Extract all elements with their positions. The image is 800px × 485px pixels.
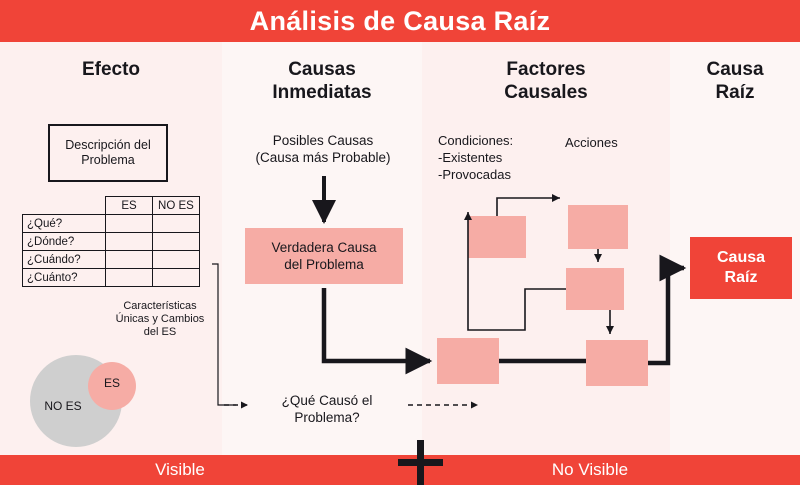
column-heading-immediate-line1: Causas [288,59,356,80]
table-cell-no-es [152,251,199,269]
root-cause-line1: Causa [716,249,766,266]
column-band-factors [422,42,670,485]
factor-box-5 [586,340,648,386]
characteristics-note-line3: del ES [143,326,177,338]
conditions-label-line3: -Provocadas [438,167,511,182]
table-cell-es [106,215,153,233]
conditions-label-line1: Condiciones: [438,133,514,148]
table-cell-no-es [152,233,199,251]
footer-label-not-visible: No Visible [551,460,629,479]
actions-label: Acciones [565,135,618,150]
column-heading-immediate [222,58,422,104]
factor-box-4 [437,338,499,384]
characteristics-note-line1: Características [123,300,197,312]
table-header-no-es: NO ES [152,197,199,215]
column-heading-factors-line1: Factores [506,59,586,80]
table-row [23,269,200,287]
page-title: Análisis de Causa Raíz [249,6,551,36]
possible-causes-line2: (Causa más Probable) [255,150,391,165]
table-header-es: ES [106,197,153,215]
venn-label-es: ES [103,376,120,390]
table-cell-label: ¿Dónde? [23,233,106,251]
table-cell-es [106,233,153,251]
characteristics-note [100,300,220,339]
what-caused-question-line2: Problema? [294,410,360,425]
true-cause-line1: Verdadera Causa [271,240,377,255]
true-cause-box [245,228,403,284]
venn-label-no-es: NO ES [44,399,82,413]
conditions-label-line2: -Existentes [438,150,503,165]
column-heading-factors [422,58,670,104]
column-heading-factors-line2: Causales [504,82,588,103]
root-cause-line2: Raíz [724,269,758,286]
table-row [23,233,200,251]
column-heading-root [670,58,800,104]
plus-icon-cross [398,459,443,466]
factor-box-1 [468,216,526,258]
problem-description-line1: Descripción del [65,138,151,152]
problem-description-box [48,124,168,182]
factor-box-3 [566,268,624,310]
table-cell-label: ¿Cuándo? [23,251,106,269]
conditions-label [438,132,558,183]
table-cell-es [106,269,153,287]
column-heading-immediate-line2: Inmediatas [272,82,372,103]
column-heading-root-line2: Raíz [715,82,755,103]
table-row [23,251,200,269]
footer-label-visible: Visible [155,460,205,479]
factor-box-2 [568,205,628,249]
table-cell-label: ¿Qué? [23,215,106,233]
table-header-row [23,197,200,215]
characteristics-note-line2: Únicas y Cambios [115,313,205,325]
column-heading-effect: Efecto [81,59,141,80]
what-caused-question-line1: ¿Qué Causó el [281,393,373,408]
true-cause-line2: del Problema [284,257,364,272]
what-caused-question [252,392,402,426]
possible-causes-label [238,132,408,166]
is-isnot-table [22,196,200,287]
table-cell-es [106,251,153,269]
root-cause-box [690,237,792,299]
possible-causes-line1: Posibles Causas [272,133,374,148]
problem-description-line2: Problema [81,153,135,167]
table-cell-no-es [152,269,199,287]
table-row [23,215,200,233]
table-cell-no-es [152,215,199,233]
column-heading-root-line1: Causa [706,59,764,80]
table-header-blank [23,197,106,215]
table-cell-label: ¿Cuánto? [23,269,106,287]
